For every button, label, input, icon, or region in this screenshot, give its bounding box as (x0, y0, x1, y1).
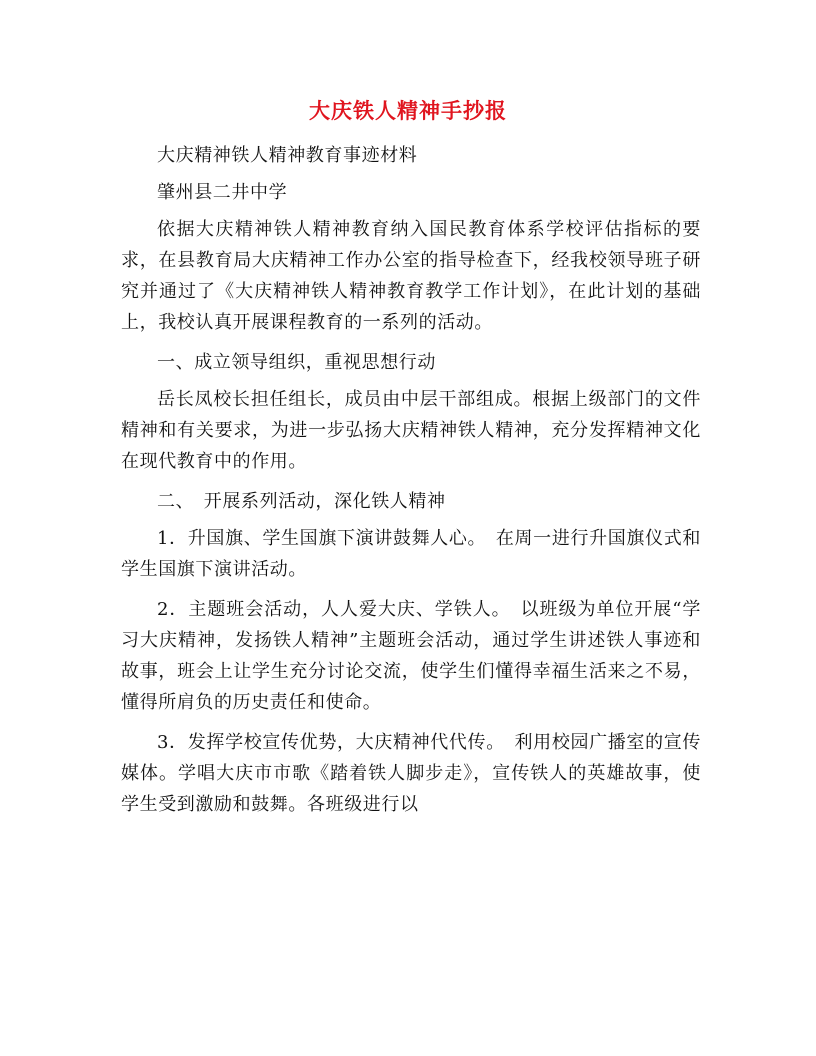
paragraph-subtitle: 大庆精神铁人精神教育事迹材料 (157, 145, 418, 166)
paragraph-school: 肇州县二井中学 (157, 182, 288, 203)
paragraph-section-1: 岳长凤校长担任组长，成员由中层干部组成。根据上级部门的文件精神和有关要求，为进一步弘扬大庆精神铁人精神，充分发挥精神文化在现代教育中的作用。 (121, 389, 701, 472)
paragraph-item-1: 1．升国旗、学生国旗下演讲鼓舞人心。 在周一进行升国旗仪式和学生国旗下演讲活动。 (121, 528, 701, 580)
paragraph-item-2: 2．主题班会活动，人人爱大庆、学铁人。 以班级为单位开展“学习大庆精神，发扬铁人精神”主题班会活动，通过学生讲述铁人事迹和故事，班会上让学生充分讨论交流，使学生们懂得幸福生活来之不易，懂得所肩负的历史责任和使命。 (121, 599, 701, 713)
section-heading-1: 一、成立领导组织，重视思想行动 (157, 352, 436, 373)
paragraph-intro: 依据大庆精神铁人精神教育纳入国民教育体系学校评估指标的要求，在县教育局大庆精神工作办公室的指导检查下，经我校领导班子研究并通过了《大庆精神铁人精神教育教学工作计划》，在此计划的基础上，我校认真开展课程教育的一系列的活动。 (121, 219, 701, 333)
paragraph-item-3: 3．发挥学校宣传优势，大庆精神代代传。 利用校园广播室的宣传媒体。学唱大庆市市歌《踏着铁人脚步走》，宣传铁人的英雄故事，使学生受到激励和鼓舞。各班级进行以 (121, 732, 701, 815)
section-heading-2: 二、 开展系列活动，深化铁人精神 (157, 491, 446, 512)
document-body (121, 140, 701, 826)
document-title: 大庆铁人精神手抄报 (309, 98, 507, 123)
